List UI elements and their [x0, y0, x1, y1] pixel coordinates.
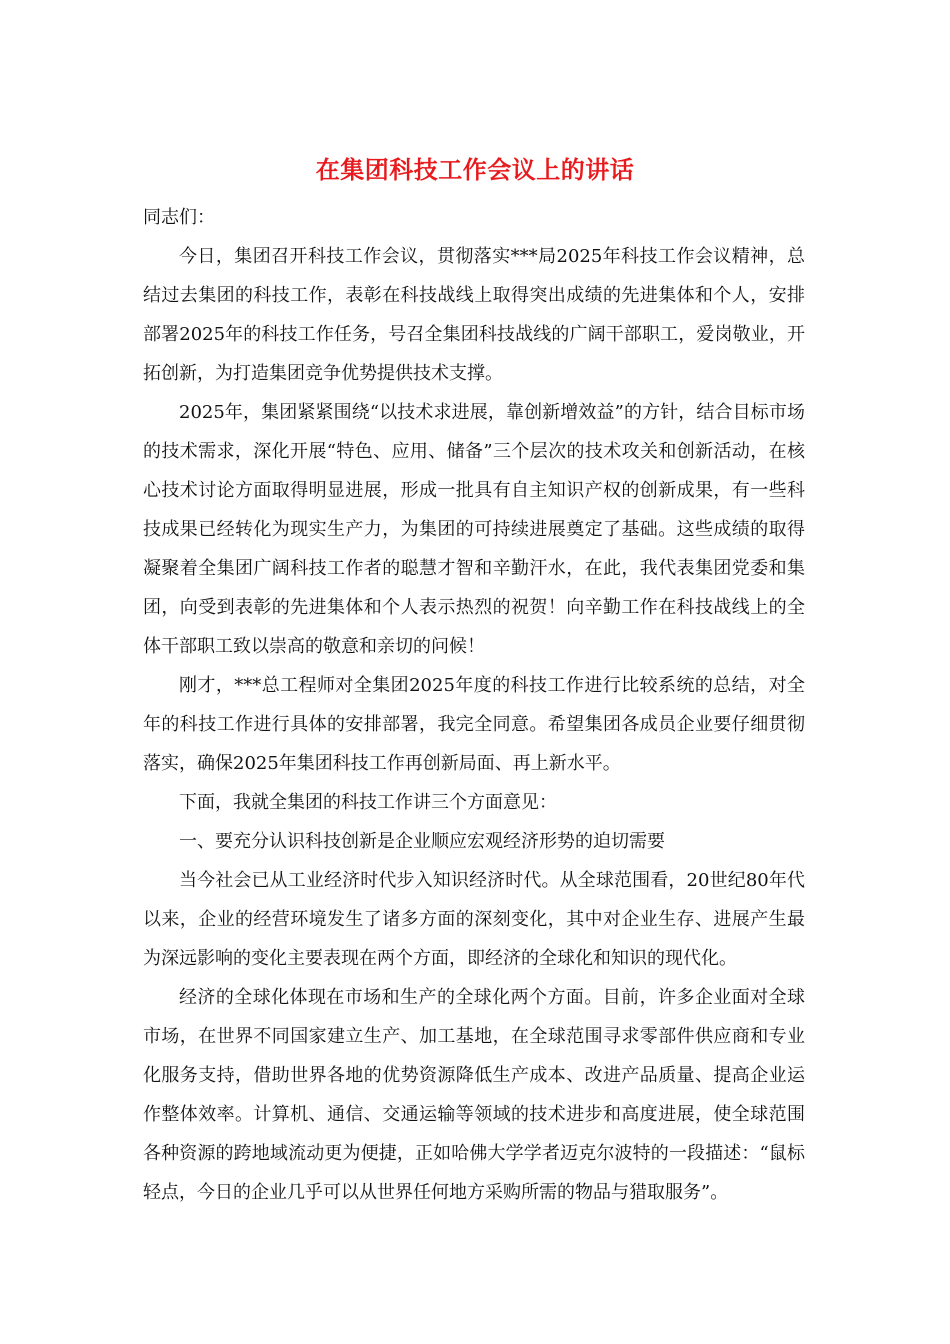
- salutation: 同志们：: [143, 207, 215, 228]
- paragraph-opening: 今日，集团召开科技工作会议，贯彻落实***局2025年科技工作会议精神，总结过去集团的科技工作，表彰在科技战线上取得突出成绩的先进集体和个人，安排部署2025年的科技工作任务，号召全集团科技战线的广阔干部职工，爱岗敬业，开拓创新，为打造集团竞争优势提供技术支撑。: [143, 246, 805, 384]
- section-heading-1: 一、要充分认识科技创新是企业顺应宏观经济形势的迫切需要: [179, 831, 665, 852]
- paragraph-summary: 刚才，***总工程师对全集团2025年度的科技工作进行比较系统的总结，对全年的科技工作进行具体的安排部署，我完全同意。希望集团各成员企业要仔细贯彻落实，确保2025年集团科技工作再创新局面、再上新水平。: [143, 675, 805, 774]
- document-body: [143, 198, 805, 1212]
- document-title: 在集团科技工作会议上的讲话: [315, 155, 635, 184]
- paragraph-globalization: 经济的全球化体现在市场和生产的全球化两个方面。目前，许多企业面对全球市场，在世界不同国家建立生产、加工基地，在全球范围寻求零部件供应商和专业化服务支持，借助世界各地的优势资源降低生产成本、改进产品质量、提高企业运作整体效率。计算机、通信、交通运输等领域的技术进步和高度进展，使全球范围各种资源的跨地域流动更为便捷，正如哈佛大学学者迈克尔波特的一段描述：“鼠标轻点，今日的企业几乎可以从世界任何地方采购所需的物品与猎取服务”。: [143, 987, 805, 1203]
- paragraph-knowledge-economy: 当今社会已从工业经济时代步入知识经济时代。从全球范围看，20世纪80年代以来，企业的经营环境发生了诸多方面的深刻变化，其中对企业生存、进展产生最为深远影响的变化主要表现在两个方面，即经济的全球化和知识的现代化。: [143, 870, 805, 969]
- paragraph-achievements: 2025年，集团紧紧围绕“以技术求进展，靠创新增效益”的方针，结合目标市场的技术需求，深化开展“特色、应用、储备”三个层次的技术攻关和创新活动，在核心技术讨论方面取得明显进展，形成一批具有自主知识产权的创新成果，有一些科技成果已经转化为现实生产力，为集团的可持续进展奠定了基础。这些成绩的取得凝聚着全集团广阔科技工作者的聪慧才智和辛勤汗水，在此，我代表集团党委和集团，向受到表彰的先进集体和个人表示热烈的祝贺！向辛勤工作在科技战线上的全体干部职工致以崇高的敬意和亲切的问候！: [143, 402, 805, 657]
- paragraph-intro-opinions: 下面，我就全集团的科技工作讲三个方面意见：: [179, 792, 557, 813]
